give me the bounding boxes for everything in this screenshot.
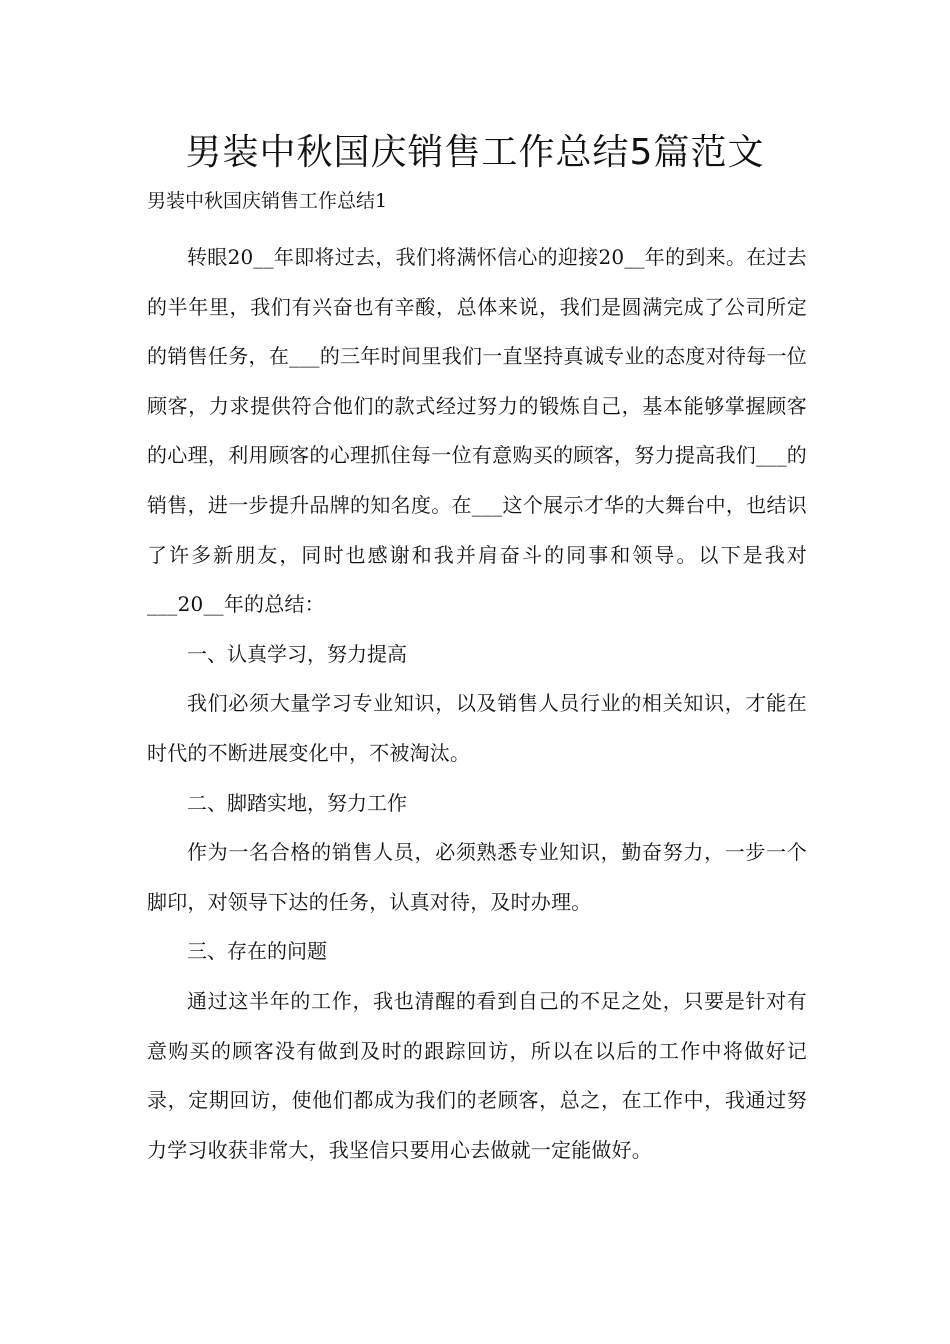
paragraph-study: 我们必须大量学习专业知识，以及销售人员行业的相关知识，才能在 时代的不断进展变化中，不被淘汰。 — [147, 691, 807, 765]
document-title: 男装中秋国庆销售工作总结5篇范文 — [185, 132, 765, 173]
heading-problems: 三、存在的问题 — [187, 939, 327, 964]
heading-work: 二、脚踏实地，努力工作 — [187, 790, 407, 815]
paragraph-work: 作为一名合格的销售人员，必须熟悉专业知识，勤奋努力，一步一个脚印，对领导下达的任务，认真对待，及时办理。 — [147, 840, 807, 914]
paragraph-intro: 转眼20__年即将过去，我们将满怀信心的迎接20__年的到来。在过去的半年里，我们有兴奋也有辛酸，总体来说，我们是圆满完成了公司所定的销售任务，在___的三年时间里我们一直坚持真诚专业的态度对待每一位顾客，力求提供符合他们的款式经过努力的锻炼自己，基本能够掌握顾客的心理，利用顾客的心理抓住每一位有意购买的顾客，努力提高我们___的销售，进一步提升品牌的知名度。在___这个展示才华的大舞台中，也结识了许多新朋友，同时也感谢和我并肩奋斗的同事和领导。以下是我对___20__年的总结： — [147, 245, 807, 617]
document-body — [147, 233, 807, 1175]
section-subtitle: 男装中秋国庆销售工作总结1 — [147, 190, 388, 212]
heading-study: 一、认真学习，努力提高 — [187, 641, 407, 666]
paragraph-problems: 通过这半年的工作，我也清醒的看到自己的不足之处，只要是针对有意购买的顾客没有做到及时的跟踪回访，所以在以后的工作中将做好记录，定期回访，使他们都成为我们的老顾客，总之，在工作中，我通过努力学习收获非常大，我坚信只要用心去做就一定能做好。 — [147, 988, 807, 1162]
